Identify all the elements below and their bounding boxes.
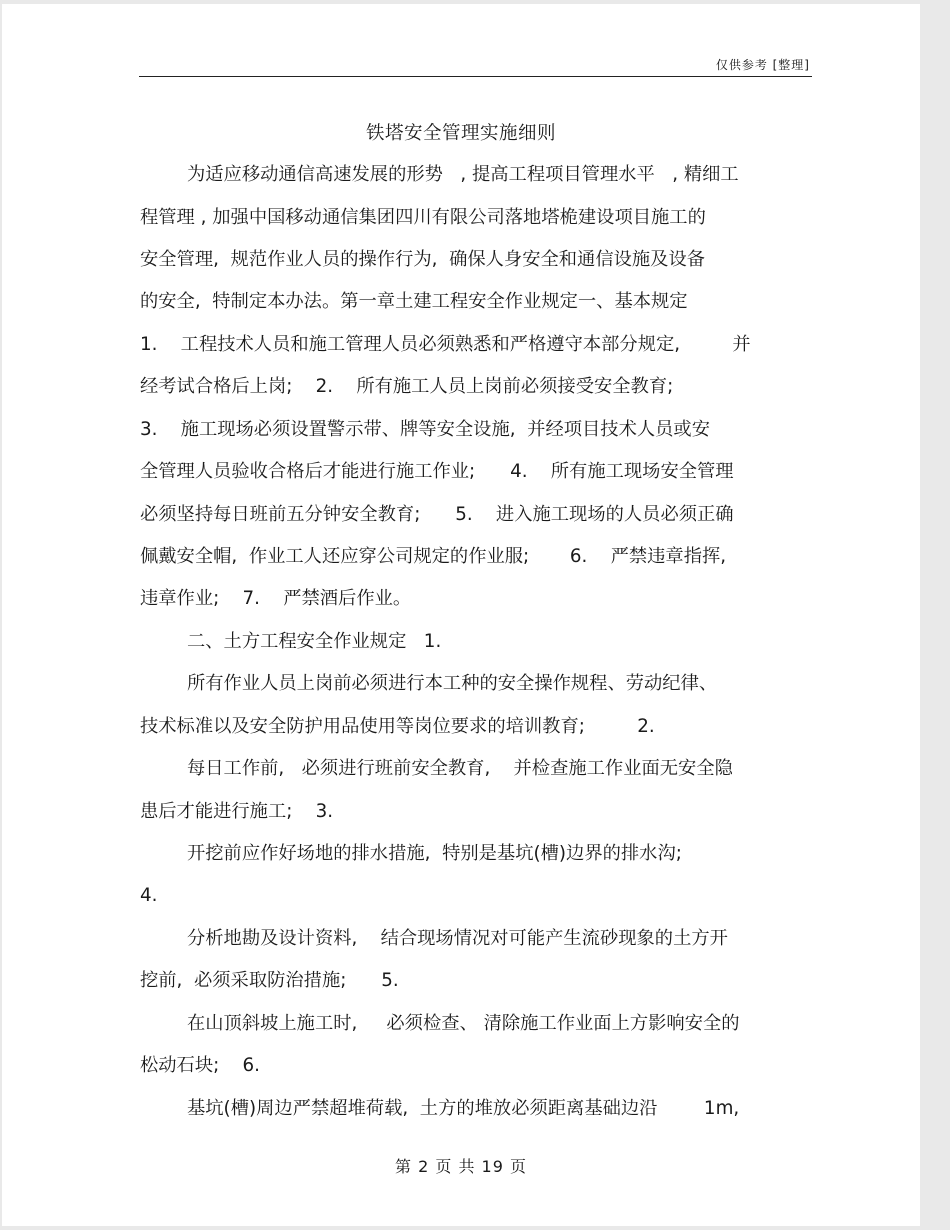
text-line: 违章作业; 7. 严禁酒后作业。	[140, 588, 412, 609]
text-line: 基坑(槽)周边严禁超堆荷载, 土方的堆放必须距离基础边沿 1m,	[187, 1098, 740, 1119]
text-line: 佩戴安全帽, 作业工人还应穿公司规定的作业服; 6. 严禁违章指挥,	[140, 546, 727, 567]
text-line: 在山顶斜坡上施工时, 必须检查、 清除施工作业面上方影响安全的	[187, 1013, 740, 1034]
header-divider	[139, 76, 812, 77]
text-line: 患后才能进行施工; 3.	[140, 801, 334, 822]
text-line: 每日工作前, 必须进行班前安全教育, 并检查施工作业面无安全隐	[187, 758, 733, 779]
text-line: 所有作业人员上岗前必须进行本工种的安全操作规程、劳动纪律、	[187, 673, 718, 694]
section-heading: 二、土方工程安全作业规定 1.	[187, 631, 442, 652]
text-line: 3. 施工现场必须设置警示带、牌等安全设施, 并经项目技术人员或安	[140, 419, 710, 440]
text-line: 松动石块; 6.	[140, 1055, 260, 1076]
page-header: 仅供参考 [整理]	[715, 58, 810, 72]
text-line: 4.	[140, 885, 158, 906]
text-line: 开挖前应作好场地的排水措施, 特别是基坑(槽)边界的排水沟;	[187, 843, 682, 864]
text-line: 安全管理, 规范作业人员的操作行为, 确保人身安全和通信设施及设备	[140, 249, 706, 270]
text-line: 挖前, 必须采取防治措施; 5.	[140, 970, 399, 991]
text-line: 1. 工程技术人员和施工管理人员必须熟悉和严格遵守本部分规定, 并	[140, 334, 751, 355]
text-line: 全管理人员验收合格后才能进行施工作业; 4. 所有施工现场安全管理	[140, 461, 734, 482]
text-line: 分析地勘及设计资料, 结合现场情况对可能产生流砂现象的土方开	[187, 928, 728, 949]
text-line: 为适应移动通信高速发展的形势 , 提高工程项目管理水平 , 精细工	[187, 164, 739, 185]
text-line: 程管理 , 加强中国移动通信集团四川有限公司落地塔桅建设项目施工的	[140, 207, 706, 228]
page-footer: 第 2 页 共 19 页	[395, 1157, 527, 1176]
document-title: 铁塔安全管理实施细则	[365, 123, 556, 144]
document-page	[2, 4, 920, 1226]
text-line: 经考试合格后上岗; 2. 所有施工人员上岗前必须接受安全教育;	[140, 376, 674, 397]
text-line: 必须坚持每日班前五分钟安全教育; 5. 进入施工现场的人员必须正确	[140, 504, 734, 525]
text-line: 的安全, 特制定本办法。第一章土建工程安全作业规定一、基本规定	[140, 291, 688, 312]
text-line: 技术标准以及安全防护用品使用等岗位要求的培训教育; 2.	[140, 716, 655, 737]
